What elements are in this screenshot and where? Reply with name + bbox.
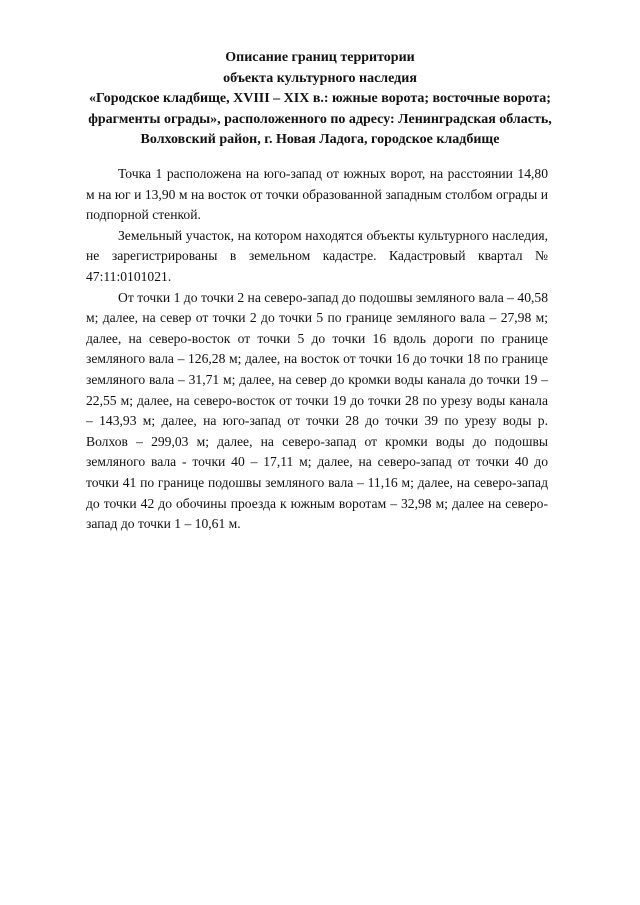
document-body bbox=[86, 164, 548, 535]
title-line: «Городское кладбище, XVIII – XIX в.: южные ворота; восточные ворота; bbox=[89, 91, 551, 106]
paragraph-point-1: Точка 1 расположена на юго-запад от южных ворот, на расстоянии 14,80 м на юг и 13,90 м на восток от точки образованной западным столбом ограды и подпорной стенкой. bbox=[86, 166, 548, 223]
paragraph-land-plot: Земельный участок, на котором находятся объекты культурного наследия, не зарегистрированы в земельном кадастре. Кадастровый квартал № 47:11:0101021. bbox=[86, 227, 548, 284]
title-line: Волховский район, г. Новая Ладога, городское кладбище bbox=[140, 132, 500, 147]
title-line: объекта культурного наследия bbox=[223, 70, 417, 86]
title-line: Описание границ территории bbox=[225, 50, 415, 65]
title-line: фрагменты ограды», расположенного по адресу: Ленинградская область, bbox=[88, 111, 552, 127]
document-title bbox=[70, 48, 570, 151]
paragraph-boundary-description: От точки 1 до точки 2 на северо-запад до подошвы земляного вала – 40,58 м; далее, на север от точки 2 до точки 5 по границе земляного вала – 27,98 м; далее, на северо-восток от точки 5 до точки 16 вдоль дороги по границе земляного вала – 126,28 м; далее, на восток от точки 16 до точки 18 по границе земляного вала – 31,71 м; далее, на север до кромки воды канала до точки 19 – 22,55 м; далее, на северо-восток от точки 19 до точки 28 по урезу воды канала – 143,93 м; далее, на юго-запад от точки 28 до точки 39 по урезу воды р. Волхов – 299,03 м; далее, на северо-запад от кромки воды до подошвы земляного вала - точки 40 – 17,11 м; далее, на северо-запад от точки 40 до точки 41 по границе подошвы земляного вала – 11,16 м; далее, на северо-запад до точки 42 до обочины проезда к южным воротам – 32,98 м; далее на северо-запад до точки 1 – 10,61 м. bbox=[86, 289, 548, 532]
